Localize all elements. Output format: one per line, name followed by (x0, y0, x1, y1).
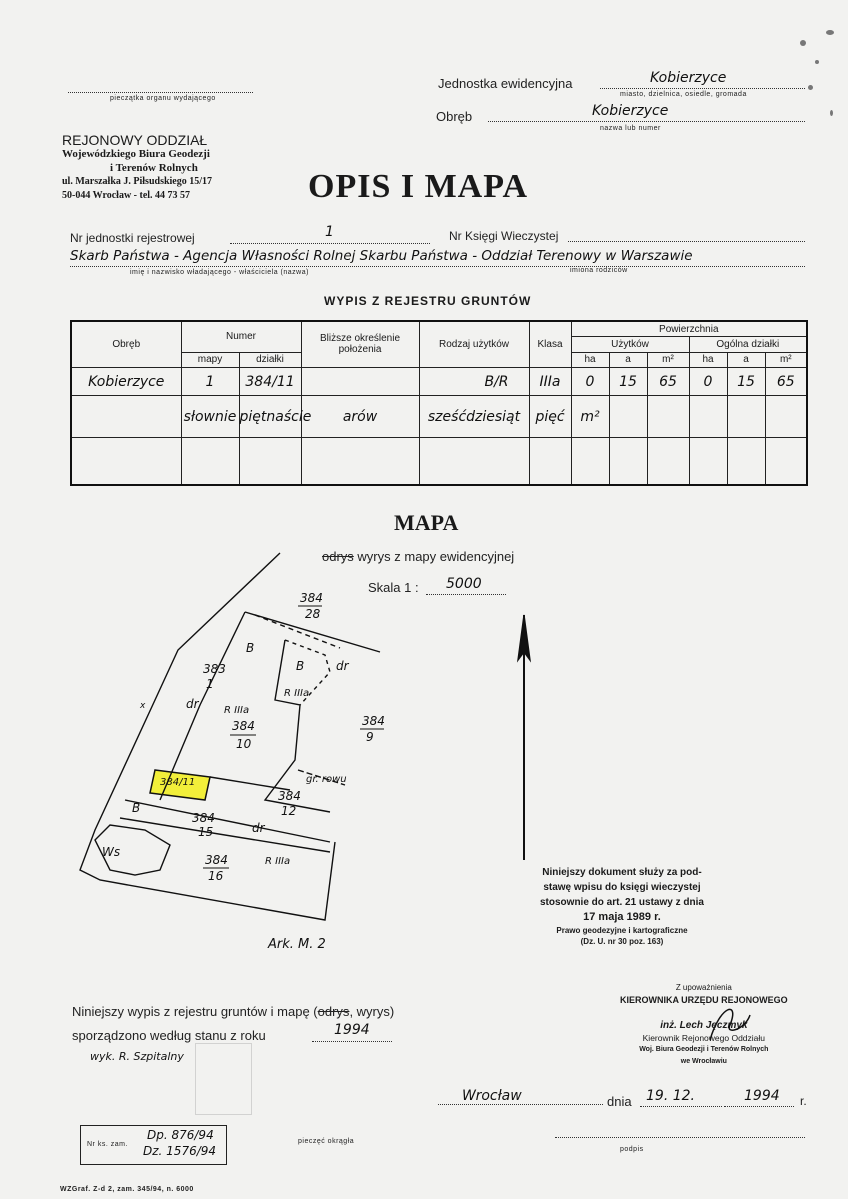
order-ref-box (80, 1125, 227, 1165)
label-b-2: B (296, 659, 305, 673)
page-title: OPIS I MAPA (308, 168, 529, 205)
label-383-1-b: 1 (206, 677, 214, 691)
label-riiia-3: R IIIa (265, 856, 291, 867)
cell-u-ha: 0 (571, 367, 609, 395)
map-subtitle-text: wyrys z mapy ewidencyjnej (357, 549, 515, 564)
order-ref-1: Dp. 876/94 (147, 1128, 214, 1142)
footer-line1-a: Niniejszy wypis z rejestru gruntów i mapę ( (72, 1004, 318, 1019)
office-line3: i Terenów Rolnych (110, 162, 198, 174)
th-u-a: a (609, 352, 647, 367)
sig-line1: Z upoważnienia (675, 983, 732, 992)
map-subtitle-struck: odrys (322, 549, 354, 564)
cell-obreb: Kobierzyce (71, 367, 181, 395)
sign-caption: podpis (620, 1146, 644, 1153)
label-dr-1: dr (336, 659, 349, 673)
scan-speck (830, 110, 833, 116)
word-1: piętnaście (239, 396, 301, 438)
label-383-1-a: 383 (203, 662, 226, 676)
word-slownie: słownie (181, 396, 239, 438)
round-seal-caption: pieczęć okrągła (298, 1138, 355, 1145)
th-u-m2: m² (647, 352, 689, 367)
order-ref-2: Dz. 1576/94 (143, 1144, 217, 1158)
footer-year-value: 1994 (334, 1022, 370, 1038)
cell-klasa: IIIa (529, 367, 571, 395)
unit-no-value: 1 (325, 224, 334, 240)
note-line6: (Dz. U. nr 30 poz. 163) (580, 937, 664, 946)
seal-caption: pieczątka organu wydającego (110, 95, 216, 102)
office-line2: Wojewódzkiego Biura Geodezji (62, 148, 210, 160)
faded-stamp (195, 1043, 252, 1115)
label-384-12-a: 384 (278, 789, 301, 803)
label-riiia-1: R IIIa (224, 705, 250, 716)
th-location: Bliższe określenie położenia (301, 321, 419, 367)
year-line (724, 1106, 794, 1107)
unit-value: Kobierzyce (650, 70, 727, 86)
footer-year-line (312, 1041, 392, 1042)
owner-value: Skarb Państwa - Agencja Własności Rolnej Skarbu Państwa - Oddział Terenowy w Warszawie (70, 248, 693, 264)
office-line1: REJONOWY ODDZIAŁ (62, 132, 208, 148)
scan-speck (815, 60, 819, 64)
footer-line1-struck: odrys (317, 1004, 350, 1019)
sig-line5: Woj. Biura Geodezji i Terenów Rolnych (639, 1046, 769, 1053)
th-o-a: a (727, 352, 765, 367)
legal-note (540, 865, 704, 947)
label-384-9-a: 384 (362, 714, 385, 728)
label-384-12-b: 12 (281, 804, 297, 818)
scale-value: 5000 (446, 576, 482, 592)
unit-label: Jednostka ewidencyjna (438, 76, 573, 91)
office-line4: ul. Marszałka J. Piłsudskiego 15/17 (62, 176, 213, 187)
year-value: 1994 (744, 1088, 780, 1104)
th-dzialki: działki (239, 352, 301, 367)
label-384-28-b: 28 (305, 607, 321, 621)
unit-no-label: Nr jednostki rejestrowej (70, 231, 195, 245)
th-u-ha: ha (571, 352, 609, 367)
label-384-16-b: 16 (208, 869, 224, 883)
note-line5: Prawo geodezyjne i kartograficzne (556, 926, 688, 935)
note-line3: stosownie do art. 21 ustawy z dnia (540, 897, 704, 908)
owner-caption: imię i nazwisko władającego - właściciela (nazwa) (130, 269, 309, 276)
cell-o-ha: 0 (689, 367, 727, 395)
note-line1: Niniejszy dokument służy za pod- (542, 867, 702, 878)
year-suffix: r. (800, 1094, 807, 1108)
label-x: x (140, 701, 146, 711)
label-dr-2: dr (186, 697, 199, 711)
label-384-16-a: 384 (205, 853, 228, 867)
th-obreb: Obręb (71, 321, 181, 367)
date-value: 19. 12. (646, 1088, 695, 1104)
th-o-ha: ha (689, 352, 727, 367)
word-2: arów (301, 396, 419, 438)
date-line (640, 1106, 722, 1107)
label-b-3: B (132, 801, 141, 815)
kw-label: Nr Księgi Wieczystej (449, 229, 559, 243)
word-5: m² (571, 396, 609, 438)
place-value: Wrocław (462, 1088, 522, 1104)
th-klasa: Klasa (529, 321, 571, 367)
cell-mapy: 1 (181, 367, 239, 395)
footer-line1 (72, 1004, 394, 1019)
label-384-10-a: 384 (232, 719, 255, 733)
office-line5: 50-044 Wrocław - tel. 44 73 57 (62, 190, 191, 201)
th-ogolna: Ogólna działki (689, 337, 807, 352)
label-sheet: Ark. M. 2 (268, 937, 326, 952)
word-3: sześćdziesiąt (419, 396, 529, 438)
label-dr-3: dr (252, 821, 265, 835)
th-powierzchnia: Powierzchnia (571, 321, 807, 337)
th-mapy: mapy (181, 352, 239, 367)
boundary-north-dash (255, 615, 340, 648)
cell-rodzaj: B/R (419, 367, 529, 395)
date-label: dnia (607, 1094, 632, 1109)
scan-speck (808, 85, 813, 90)
word-4: pięć (529, 396, 571, 438)
label-384-10-b: 10 (236, 737, 252, 751)
label-b-1: B (246, 641, 255, 655)
note-line2: stawę wpisu do księgi wieczystej (543, 882, 701, 893)
parents-caption: imiona rodziców (570, 267, 628, 274)
obreb-label: Obręb (436, 109, 473, 124)
label-riiia-2: R IIIa (284, 688, 310, 699)
label-ws: Ws (102, 845, 121, 859)
print-info: WZGraf. Z-d 2, zam. 345/94, n. 6000 (60, 1186, 194, 1193)
label-384-9-b: 9 (366, 730, 374, 744)
place-line (438, 1104, 603, 1105)
note-line4: 17 maja 1989 r. (583, 911, 661, 923)
author: wyk. R. Szpitalny (90, 1050, 184, 1063)
th-uzytkow: Użytków (571, 337, 689, 352)
footer-line2-label: sporządzono według stanu z roku (72, 1028, 266, 1043)
th-rodzaj: Rodzaj użytków (419, 321, 529, 367)
obreb-value: Kobierzyce (592, 103, 669, 119)
cell-o-m2: 65 (765, 367, 807, 395)
scale-label: Skala 1 : (368, 580, 419, 595)
order-ref-label: Nr ks. zam. (87, 1141, 128, 1148)
section-title: WYPIS Z REJESTRU GRUNTÓW (324, 294, 532, 308)
sign-line (555, 1137, 805, 1138)
label-384-15-b: 15 (198, 825, 214, 839)
th-numer: Numer (181, 321, 301, 352)
footer-line1-b: , wyrys) (349, 1004, 395, 1019)
cell-u-m2: 65 (647, 367, 689, 395)
unit-caption: miasto, dzielnica, osiedle, gromada (620, 91, 747, 98)
obreb-caption: nazwa lub numer (600, 125, 661, 132)
label-384-28-a: 384 (300, 591, 323, 605)
cell-u-a: 15 (609, 367, 647, 395)
label-384-15-a: 384 (192, 811, 215, 825)
sig-line2: KIEROWNIKA URZĘDU REJONOWEGO (620, 995, 788, 1005)
scan-speck (800, 40, 806, 46)
label-gr-rowu: gr. rowu (306, 774, 347, 785)
handwritten-signature-icon (700, 995, 760, 1045)
sig-line6: we Wrocławiu (680, 1058, 727, 1065)
label-384-11: 384/11 (160, 777, 196, 788)
map-title: MAPA (394, 510, 459, 535)
sig-line4: Kierownik Rejonowego Oddziału (642, 1033, 766, 1043)
th-o-m2: m² (765, 352, 807, 367)
sig-line3: inż. Lech Jęczmyk (660, 1020, 748, 1031)
cell-dzialki: 384/11 (239, 367, 301, 395)
cell-o-a: 15 (727, 367, 765, 395)
scan-speck (826, 30, 834, 35)
